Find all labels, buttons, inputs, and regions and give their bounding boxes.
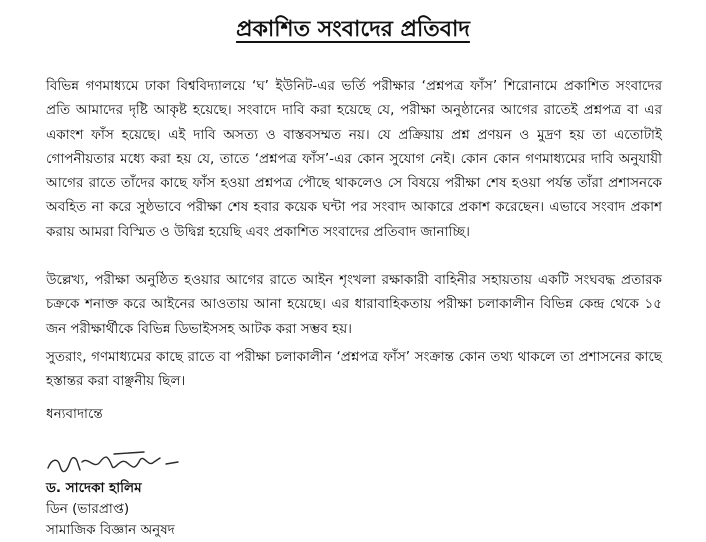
document-title xyxy=(0,12,706,49)
paragraph-conclusion: সুতরাং, গণমাধ্যমের কাছে রাতে বা পরীক্ষা চলাকালীন ‘প্রশ্নপত্র ফাঁস’ সংক্রান্ত কোন তথ্য থাকলে তা প্রশাসনের কাছে হস্তান্তর করা বাঞ্ছনীয় ছিল। xyxy=(46,349,662,390)
signatory-designation: ডিন (ভারপ্রাপ্ত) xyxy=(46,501,130,517)
signatory-department: সামাজিক বিজ্ঞান অনুষদ xyxy=(46,522,175,538)
paragraph-rebuttal: বিভিন্ন গণমাধ্যমে ঢাকা বিশ্ববিদ্যালয়ে ‘ঘ’ ইউনিট-এর ভর্তি পরীক্ষার ‘প্রশ্নপত্র ফাঁস’ শিরোনামে প্রকাশিত সংবাদের প্রতি আমাদের দৃষ্টি আকৃষ্ট হয়েছে। সংবাদে দাবি করা হয়েছে যে, পরীক্ষা অনুষ্ঠানের আগের রাতেই প্রশ্নপত্র বা এর একাংশ ফাঁস হয়েছে। এই দাবি অসত্য ও বাস্তবসম্মত নয়। যে প্রক্রিয়ায় প্রশ্ন প্রণয়ন ও মুদ্রণ হয় তা এতোটাই গোপনীয়তার মধ্যে করা হয় যে, তাতে ‘প্রশ্নপত্র ফাঁস’-এর কোন সুযোগ নেই। কোন কোন গণমাধ্যমের দাবি অনুযায়ী আগের রাতে তাঁদের কাছে ফাঁস হওয়া প্রশ্নপত্র পৌছে থাকলেও সে বিষয়ে পরীক্ষা শেষ হওয়া পর্যন্ত তাঁরা প্রশাসনকে অবহিত না করে সুষ্ঠভাবে পরীক্ষা শেষ হবার কয়েক ঘন্টা পর সংবাদ আকারে প্রকাশ করেছেন। এভাবে সংবাদ প্রকাশ করায় আমরা বিস্মিত ও উদ্বিগ্ন হয়েছি এবং প্রকাশিত সংবাদের প্রতিবাদ জানাচ্ছি। xyxy=(46,78,662,240)
handwritten-signature xyxy=(44,448,184,482)
document-title-text: প্রকাশিত সংবাদের প্রতিবাদ xyxy=(236,17,470,42)
closing-salutation: ধন্যবাদান্তে xyxy=(46,406,103,422)
paragraph-arrests: উল্লেখ্য, পরীক্ষা অনুষ্ঠিত হওয়ার আগের রাতে আইন শৃংখলা রক্ষাকারী বাহিনীর সহায়তায় একটি সংঘবদ্ধ প্রতারক চক্রকে শনাক্ত করে আইনের আওতায় আনা হয়েছে। এর ধারাবাহিকতায় পরীক্ষা চলাকালীন বিভিন্ন কেন্দ্র থেকে ১৫ জন পরীক্ষার্থীকে বিভিন্ন ডিভাইসসহ আটক করা সম্ভব হয়। xyxy=(46,272,662,337)
signatory-name: ড. সাদেকা হালিম xyxy=(46,480,142,496)
